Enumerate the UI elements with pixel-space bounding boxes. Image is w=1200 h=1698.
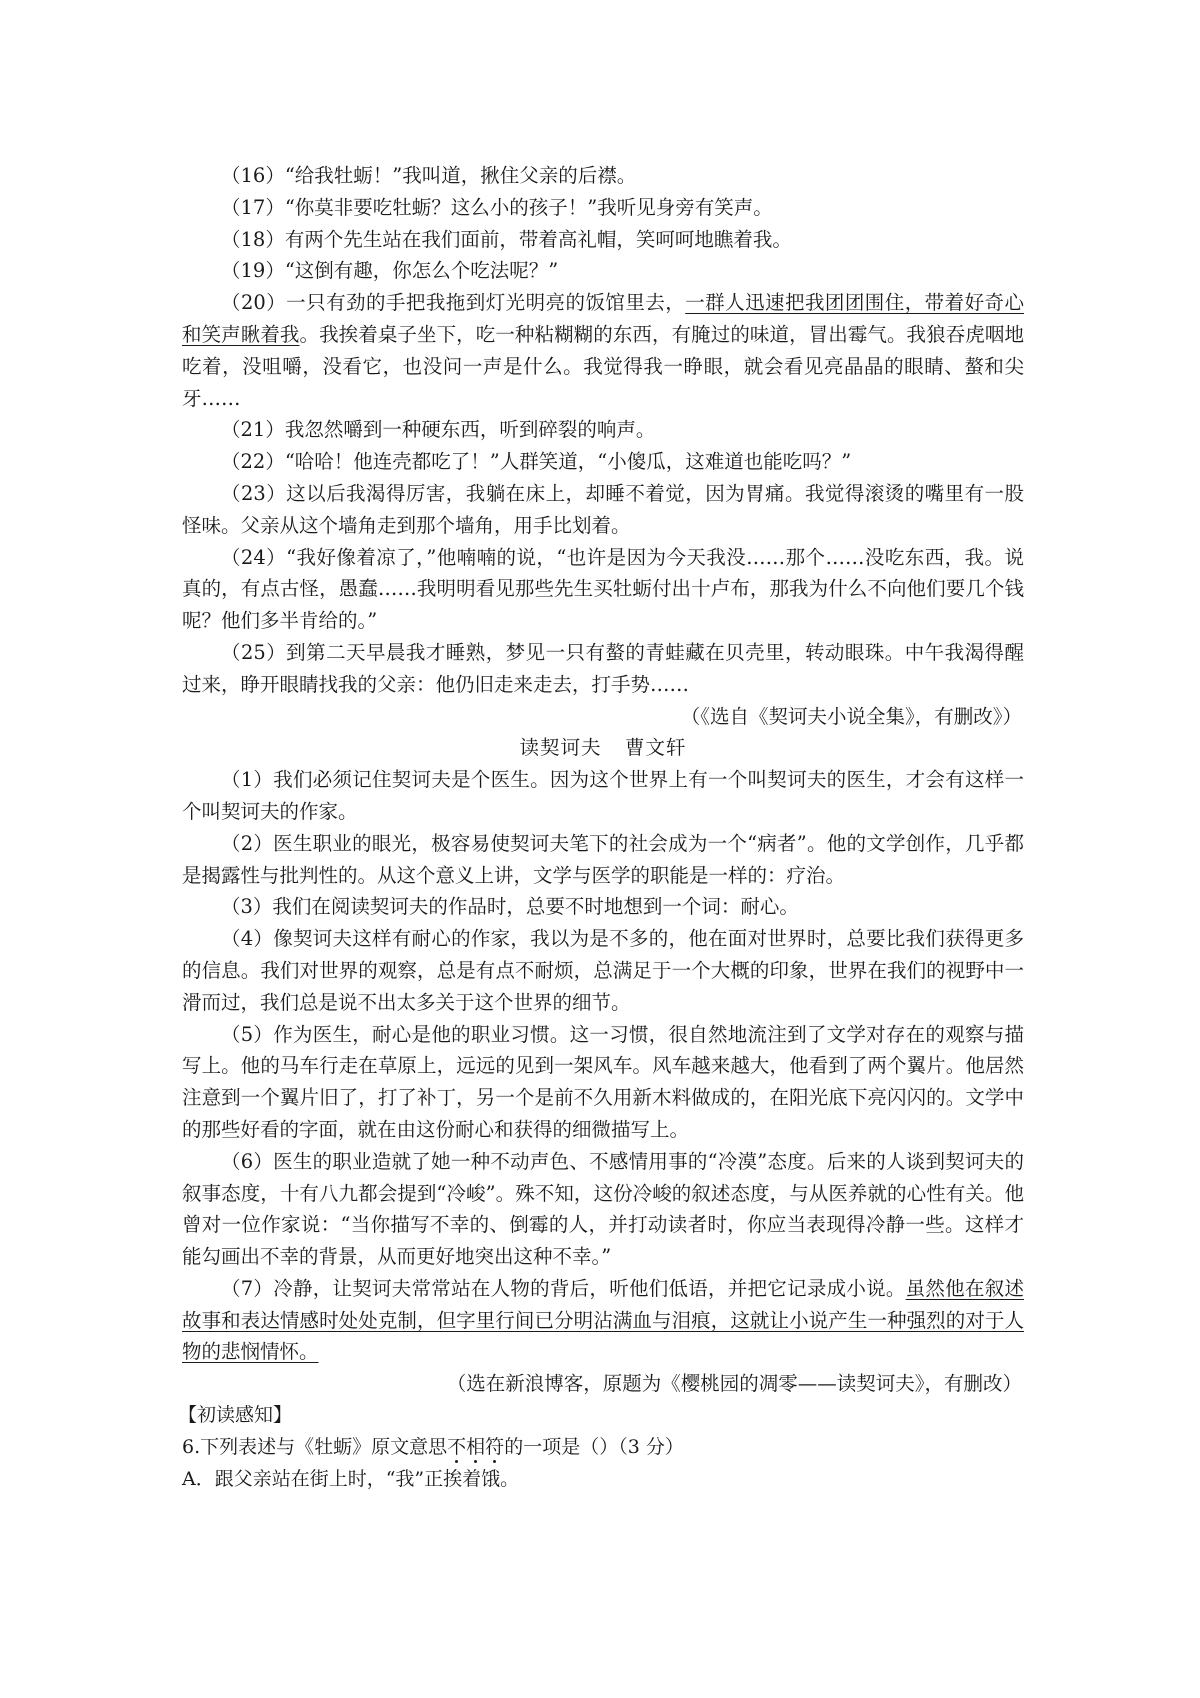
story-paragraph-20	[182, 287, 1024, 414]
story-paragraph-20-underlined: 一群人迅速把我团团围住，带着好奇心和笑声瞅着我	[182, 291, 1024, 346]
document-page	[178, 160, 1024, 1495]
question-6-suffix: 的一项是（）（3 分）	[504, 1435, 684, 1458]
story-paragraph-16: （16）“给我牡蛎！”我叫道，揪住父亲的后襟。	[221, 164, 637, 187]
essay-title: 读契诃夫	[519, 736, 602, 760]
story-source: （《选自《契诃夫小说全集》，有删改》）	[680, 704, 1022, 728]
story-paragraph-19: （19）“这倒有趣，你怎么个吃法呢？”	[221, 259, 559, 283]
story-paragraph-18: （18）有两个先生站在我们面前，带着高礼帽，笑呵呵地瞧着我。	[221, 227, 792, 251]
question-6-option-a: A．跟父亲站在街上时，“我”正挨着饿。	[182, 1467, 520, 1490]
emphasis-char-2: 符	[485, 1435, 505, 1458]
question-6	[182, 1432, 1024, 1464]
essay-paragraph-1: （1）我们必须记住契诃夫是个医生。因为这个世界上有一个叫契诃夫的医生，才会有这样一个叫契诃夫的作家。	[182, 768, 1024, 823]
story-paragraph-20-before: （20）一只有劲的手把我拖到灯光明亮的饭馆里去，	[221, 291, 686, 315]
essay-paragraph-7-underlined: 虽然他在叙述故事和表达情感时处处克制，但字里行间已分明沾满血与泪痕，这就让小说产生一种强烈的对于人物的悲悯情怀。	[182, 1276, 1024, 1364]
question-6-emphasis	[447, 1436, 504, 1458]
essay-paragraph-7	[182, 1273, 1024, 1368]
story-paragraph-21: （21）我忽然嚼到一种硬东西，听到碎裂的响声。	[221, 418, 656, 442]
essay-paragraph-4: （4）像契诃夫这样有耐心的作家，我以为是不多的，他在面对世界时，总要比我们获得更多的信息。我们对世界的观察，总是有点不耐烦，总满足于一个大概的印象，世界在我们的视野中一滑而过，我们总是说不出太多关于这个世界的细节。	[182, 927, 1024, 1014]
story-paragraph-20-after: 。我挨着桌子坐下，吃一种粘糊糊的东西，有腌过的味道，冒出霉气。我狼吞虎咽地吃着，没咀嚼，没看它，也没问一声是什么。我觉得我一睁眼，就会看见亮晶晶的眼睛、螯和尖牙……	[182, 322, 1024, 410]
essay-source: （选在新浪博客，原题为《樱桃园的凋零——读契诃夫》，有删改）	[446, 1372, 1022, 1396]
essay-paragraph-3: （3）我们在阅读契诃夫的作品时，总要不时地想到一个词：耐心。	[221, 895, 799, 919]
essay-title-line	[182, 732, 1024, 764]
essay-paragraph-2: （2）医生职业的眼光，极容易使契诃夫笔下的社会成为一个“病者”。他的文学创作，几乎都是揭露性与批判性的。从这个意义上讲，文学与医学的职能是一样的：疗治。	[182, 831, 1024, 887]
emphasis-char-0: 不	[447, 1435, 467, 1458]
essay-author: 曹文轩	[624, 736, 687, 760]
story-paragraph-24: （24）“我好像着凉了，”他喃喃的说，“也许是因为今天我没……那个……没吃东西，我。说真的，有点古怪，愚蠢……我明明看见那些先生买牡蛎付出十卢布，那我为什么不向他们要几个钱呢？他们多半肯给的。”	[182, 545, 1024, 633]
essay-paragraph-5: （5）作为医生，耐心是他的职业习惯。这一习惯，很自然地流注到了文学对存在的观察与描写上。他的马车行走在草原上，远远的见到一架风车。风车越来越大，他看到了两个翼片。他居然注意到一个翼片旧了，打了补丁，另一个是前不久用新木料做成的，在阳光底下亮闪闪的。文学中的那些好看的字面，就在由这份耐心和获得的细微描写上。	[182, 1022, 1024, 1141]
story-paragraph-17: （17）“你莫非要吃牡蛎？这么小的孩子！”我听见身旁有笑声。	[221, 195, 773, 219]
story-paragraph-23: （23）这以后我渴得厉害，我躺在床上，却睡不着觉，因为胃痛。我觉得滚烫的嘴里有一股怪味。父亲从这个墙角走到那个墙角，用手比划着。	[182, 481, 1024, 537]
essay-paragraph-7-before: （7）冷静，让契诃夫常常站在人物的背后，听他们低语，并把它记录成小说。	[221, 1276, 906, 1300]
emphasis-char-1: 相	[466, 1435, 486, 1458]
story-paragraph-22: （22）“哈哈！他连壳都吃了！”人群笑道，“小傻瓜，这难道也能吃吗？”	[221, 450, 852, 474]
section-label: 【初读感知】	[178, 1404, 293, 1427]
story-paragraph-25: （25）到第二天早晨我才睡熟，梦见一只有螯的青蛙藏在贝壳里，转动眼珠。中午我渴得醒过来，睁开眼睛找我的父亲：他仍旧走来走去，打手势……	[182, 640, 1024, 696]
essay-paragraph-6: （6）医生的职业造就了她一种不动声色、不感情用事的“冷漠”态度。后来的人谈到契诃夫的叙事态度，十有八九都会提到“冷峻”。殊不知，这份冷峻的叙述态度，与从医养就的心性有关。他曾对一位作家说：“当你描写不幸的、倒霉的人，并打动读者时，你应当表现得冷静一些。这样才能勾画出不幸的背景，从而更好地突出这种不幸。”	[182, 1149, 1024, 1269]
question-6-prefix: 6.下列表述与《牡蛎》原文意思	[182, 1435, 448, 1458]
